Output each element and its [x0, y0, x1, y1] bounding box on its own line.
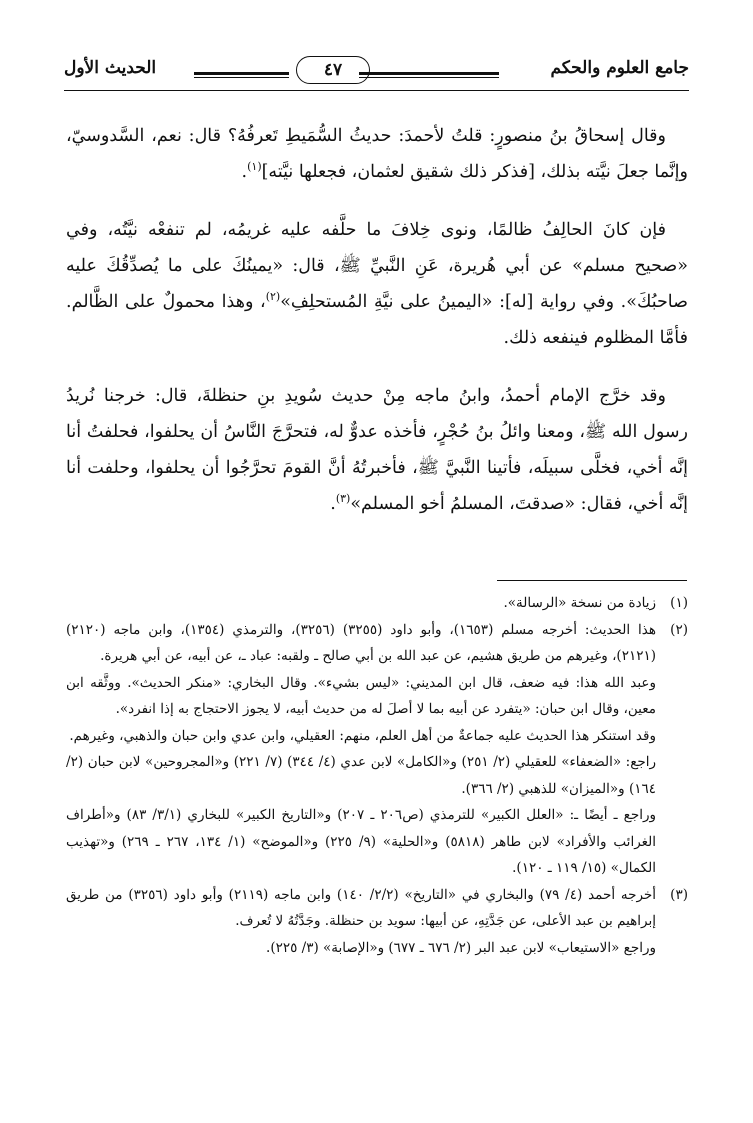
footnote-ref: (٣)	[335, 492, 351, 506]
header-rule-right	[359, 72, 499, 78]
header-rule-left	[194, 72, 289, 78]
footnote-line: وعبد الله هذا: فيه ضعف، قال ابن المديني: «ليس بشيء». وقال البخاري: «منكر الحديث». ووثَّقه ابن معين، وقال ابن حبان: «يتفرد عن أبيه بما لا أصلَ له من حديث أبيه، لا يجوز الاحتجاج به إذا انفرد».	[66, 674, 656, 717]
footnote-line: وراجع «الاستيعاب» لابن عبد البر (٢/ ٦٧٦ ـ ٦٧٧) و«الإصابة» (٣/ ٢٢٥).	[266, 939, 656, 956]
footnote-separator	[497, 580, 687, 581]
footnote-line: راجع: «الضعفاء» للعقيلي (٢/ ٢٥١) و«الكامل» لابن عدي (٤/ ٣٤٤) (٧/ ٢٢١) و«المجروحين» لابن حبان (٢/ ١٦٤) و«الميزان» للذهبي (٢/ ٣٦٦).	[66, 754, 657, 797]
page-number: ٤٧	[296, 56, 370, 84]
header-divider	[64, 90, 689, 91]
footnote-number: (١)	[670, 595, 688, 611]
footnotes	[66, 590, 688, 961]
main-text	[66, 118, 688, 544]
book-title: جامع العلوم والحكم	[550, 58, 689, 78]
footnote-ref: (٢)	[265, 290, 281, 304]
paragraph: وقال إسحاقُ بنُ منصورٍ: قلتُ لأحمدَ: حديثُ السُّمَيطِ تَعرفُهُ؟ قال: نعم، السَّدوسيّ، وإنَّما جعلَ نيَّته بذلك، [فذكر ذلك شقيق لعثمان، فجعلها نيَّته]$^{(١)}$.	[66, 126, 688, 182]
footnote-line: وراجع ـ أيضًا ـ: «العلل الكبير» للترمذي (ص٢٠٦ ـ ٢٠٧) و«التاريخ الكبير» للبخاري (٣/١/ ٨٣) و«أطراف الغرائب والأفراد» لابن طاهر (٥٨١٨) و«الحلية» (٩/ ٢٢٥) و«الموضح» (١/ ١٣٤، ٢٦٧ ـ ٢٦٩) و«تهذيب الكمال» (١٥/ ١١٩ ـ ١٢٠).	[66, 807, 657, 876]
footnote	[66, 617, 688, 882]
footnote-line: هذا الحديث: أخرجه مسلم (١٦٥٣)، وأبو داود (٣٢٥٥) (٣٢٥٦)، والترمذي (١٣٥٤)، وابن ماجه (٢١٢٠) (٢١٢١)، وغيرهم من طريق هشيم، عن عبد الله بن أبي صالح ـ ولقبه: عباد ـ، عن أبيه، عن أبي هريرة.	[66, 621, 656, 664]
page-header	[64, 52, 689, 92]
footnote-line: زيادة من نسخة «الرسالة».	[503, 595, 656, 611]
footnote	[66, 882, 688, 962]
footnote-number: (٢)	[670, 621, 688, 638]
footnote-number: (٣)	[670, 886, 688, 903]
paragraph: وقد خرَّج الإمام أحمدُ، وابنُ ماجه مِنْ حديث سُويدِ بنِ حنظلةَ، قال: خرجنا نُريدُ رسول الله ﷺ، ومعنا وائلُ بنُ حُجْرٍ، فأخذه عدوٌّ له، فتحرَّجَ النَّاسُ أن يحلفوا، فحلفتُ أنا إنَّه أخي، فخلَّى سبيلَه، فأتينا النَّبيَّ ﷺ، فأخبرتُهُ أنَّ القومَ تحرَّجُوا أن يحلفوا، وحلفت أنا إنَّه أخي، فقال: «صدقتَ، المسلمُ أخو المسلم»$^{(٣)}$.	[66, 386, 688, 514]
chapter-title: الحديث الأول	[64, 58, 157, 78]
footnote	[66, 590, 688, 617]
footnote-line: أخرجه أحمد (٤/ ٧٩) والبخاري في «التاريخ» (٢/٢/ ١٤٠) وابن ماجه (٢١١٩) وأبو داود (٣٢٥٦) من طريق إبراهيم بن عبد الأعلى، عن جَدَّتِهِ، عن أبيها: سويد بن حنظلة. وجَدَّتُهُ لا تُعرف.	[66, 886, 657, 929]
footnote-ref: (١)	[247, 160, 262, 174]
footnote-line: وقد استنكر هذا الحديث عليه جماعةٌ من أهل العلم، منهم: العقيلي، وابن عدي وابن حبان والذهبي، وغيرهم.	[69, 727, 656, 744]
paragraph: فإن كانَ الحالِفُ ظالمًا، ونوى خِلافَ ما حلَّفه عليه غريمُه، لم تنفعْه نيَّتُه، وفي «صحيح مسلم» عن أبي هُريرة، عَنِ النَّبيِّ ﷺ، قال: «يمينُكَ على ما يُصدِّقُكَ عليه صاحبُكَ». وفي رواية [له]: «اليمينُ على نيَّةِ المُستحلِفِ»$^{(٢)}$، وهذا محمولٌ على الظَّالم. فأمَّا المظلوم فينفعه ذلك.	[66, 220, 688, 348]
